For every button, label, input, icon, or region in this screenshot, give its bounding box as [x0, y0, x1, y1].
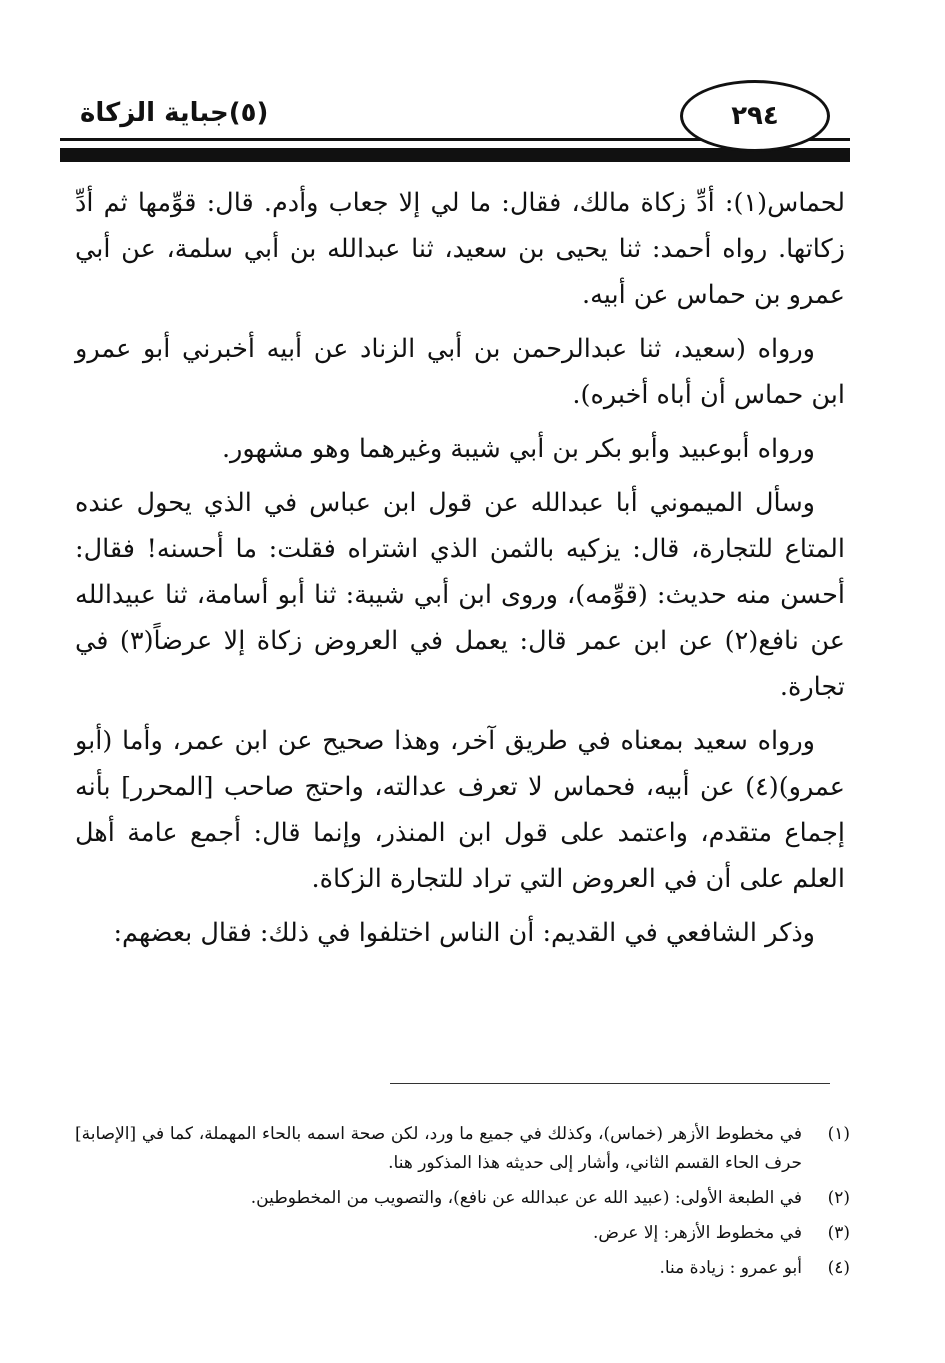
paragraph-3: ورواه أبوعبيد وأبو بكر بن أبي شيبة وغيرهما وهو مشهور. [221, 434, 815, 464]
footnote-text: في مخطوط الأزهر: إلا عرض. [592, 1223, 802, 1243]
paragraph-4: وسأل الميموني أبا عبدالله عن قول ابن عباس في الذي يحول عنده المتاع للتجارة، قال: يزكيه بالثمن الذي اشتراه فقلت: ما أحسنه! فقال: أحسن منه حديث: (قوِّمه)، وروى ابن أبي شيبة: ثنا أبو أسامة، ثنا عبيدالله عن نافع(٢) عن ابن عمر قال: يعمل في العروض زكاة إلا عرضاً(٣) في تجارة. [75, 488, 845, 702]
page-number-oval [680, 80, 830, 152]
footnote-text: في مخطوط الأزهر (خماس)، وكذلك في جميع ما ورد، لكن صحة اسمه بالحاء المهملة، كما في [الإصابة] حرف الحاء القسم الثاني، وأشار إلى حديثه هذا المذكور هنا. [75, 1124, 802, 1173]
footnote [75, 1219, 850, 1248]
footnote-text: أبو عمرو : زيادة منا. [659, 1258, 802, 1278]
footnote [75, 1254, 850, 1283]
paragraph-2: ورواه (سعيد، ثنا عبدالرحمن بن أبي الزناد عن أبيه أخبرني أبو عمرو ابن حماس أن أباه أخبره). [75, 334, 845, 410]
footnote-number: (١) [827, 1124, 850, 1144]
running-title: (٥)جباية الزكاة [80, 98, 269, 128]
footnote [75, 1184, 850, 1213]
footnote-number: (٢) [827, 1188, 850, 1208]
main-text [75, 180, 845, 964]
footnotes [75, 1120, 850, 1289]
footnote-divider [390, 1083, 830, 1084]
page-number: ٢٩٤ [731, 101, 779, 131]
page-header [60, 80, 850, 170]
paragraph-1: لحماس(١): أدِّ زكاة مالك، فقال: ما لي إلا جعاب وأدم. قال: قوِّمها ثم أدِّ زكاتها. رواه أحمد: ثنا يحيى بن سعيد، ثنا عبدالله بن أبي سلمة، عن أبي عمرو بن حماس عن أبيه. [75, 188, 845, 310]
footnote-text: في الطبعة الأولى: (عبيد الله عن عبدالله عن نافع)، والتصويب من المخطوطين. [250, 1188, 802, 1208]
paragraph-5: ورواه سعيد بمعناه في طريق آخر، وهذا صحيح عن ابن عمر، وأما (أبو عمرو)(٤) عن أبيه، فحماس لا تعرف عدالته، واحتج صاحب [المحرر] بأنه إجماع متقدم، واعتمد على قول ابن المنذر، وإنما قال: أجمع عامة أهل العلم على أن في العروض التي تراد للتجارة الزكاة. [75, 726, 845, 894]
footnote [75, 1120, 850, 1178]
footnote-number: (٤) [827, 1258, 850, 1278]
footnote-number: (٣) [827, 1223, 850, 1243]
paragraph-6: وذكر الشافعي في القديم: أن الناس اختلفوا في ذلك: فقال بعضهم: [113, 918, 815, 948]
